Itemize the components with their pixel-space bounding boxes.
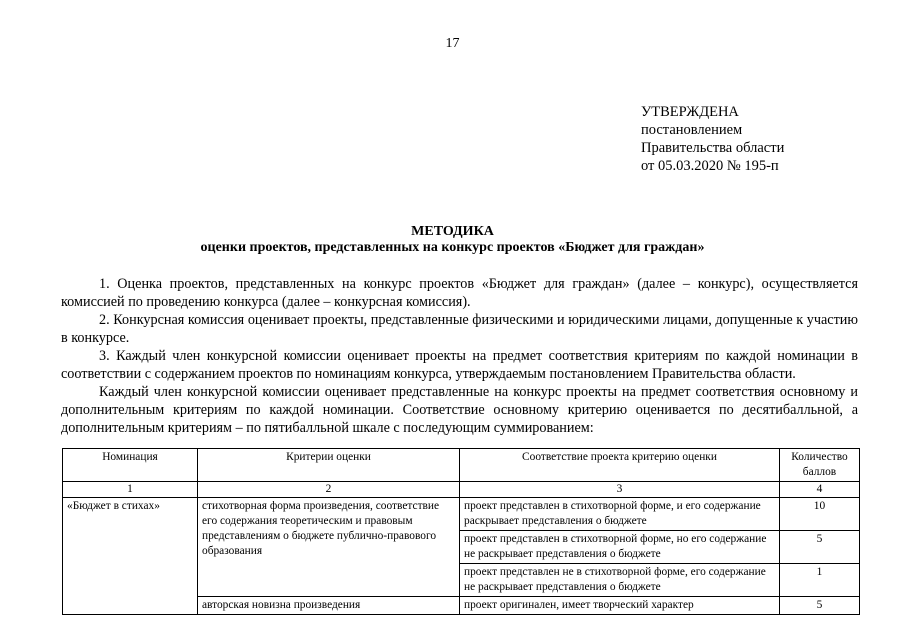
document-title: МЕТОДИКА: [411, 224, 494, 239]
column-number: 1: [63, 482, 198, 498]
score-cell: 5: [780, 531, 860, 564]
column-header: Количество баллов: [780, 449, 860, 482]
column-header: Критерии оценки: [198, 449, 460, 482]
paragraph: 1. Оценка проектов, представленных на конкурс проектов «Бюджет для граждан» (далее – конкурс), осуществляется комиссией по проведению конкурса (далее – конкурсная комиссия).: [61, 276, 858, 310]
column-number: 4: [780, 482, 860, 498]
column-header: Соответствие проекта критерию оценки: [460, 449, 780, 482]
document-subtitle: оценки проектов, представленных на конкурс проектов «Бюджет для граждан»: [200, 240, 705, 255]
table-number-row: [63, 482, 860, 498]
compliance-cell: проект представлен в стихотворной форме, и его содержание раскрывает представления о бюджете: [460, 498, 780, 531]
table-header-row: [63, 449, 860, 482]
criteria-table: [62, 448, 860, 615]
approval-line: Правительства области: [641, 140, 785, 156]
score-cell: 1: [780, 564, 860, 597]
compliance-cell: проект представлен не в стихотворной форме, его содержание не раскрывает представления о бюджете: [460, 564, 780, 597]
approval-stamp: [641, 103, 784, 175]
compliance-cell: проект оригинален, имеет творческий характер: [460, 597, 780, 615]
column-number: 2: [198, 482, 460, 498]
paragraph: Каждый член конкурсной комиссии оценивает представленные на конкурс проекты на предмет соответствия основному и дополнительным критериям по каждой номинации. Соответствие основному критерию оценивается по десятибалльной, а дополнительным критериям – по пятибалльной шкале с последующим суммированием:: [61, 384, 858, 436]
column-number: 3: [460, 482, 780, 498]
table-row: [63, 498, 860, 531]
approval-line: постановлением: [641, 122, 743, 138]
column-header: Номинация: [63, 449, 198, 482]
nomination-cell: «Бюджет в стихах»: [63, 498, 198, 615]
page-number: 17: [445, 36, 460, 51]
score-cell: 5: [780, 597, 860, 615]
compliance-cell: проект представлен в стихотворной форме, но его содержание не раскрывает представления о бюджете: [460, 531, 780, 564]
score-cell: 10: [780, 498, 860, 531]
approval-line: УТВЕРЖДЕНА: [641, 104, 739, 120]
approval-line: от 05.03.2020 № 195-п: [641, 158, 779, 174]
criterion-cell: авторская новизна произведения: [198, 597, 460, 615]
document-body: [61, 275, 858, 437]
paragraph: 2. Конкурсная комиссия оценивает проекты, представленные физическими и юридическими лицами, допущенные к участию в конкурсе.: [61, 312, 858, 346]
paragraph: 3. Каждый член конкурсной комиссии оценивает проекты на предмет соответствия критериям по каждой номинации в соответствии с содержанием проектов по номинациям конкурса, утверждаемым постановлением Правительства области.: [61, 348, 858, 382]
criterion-cell: стихотворная форма произведения, соответствие его содержания теоретическим и правовым представлениям о бюджете публично-правового образования: [198, 498, 460, 597]
